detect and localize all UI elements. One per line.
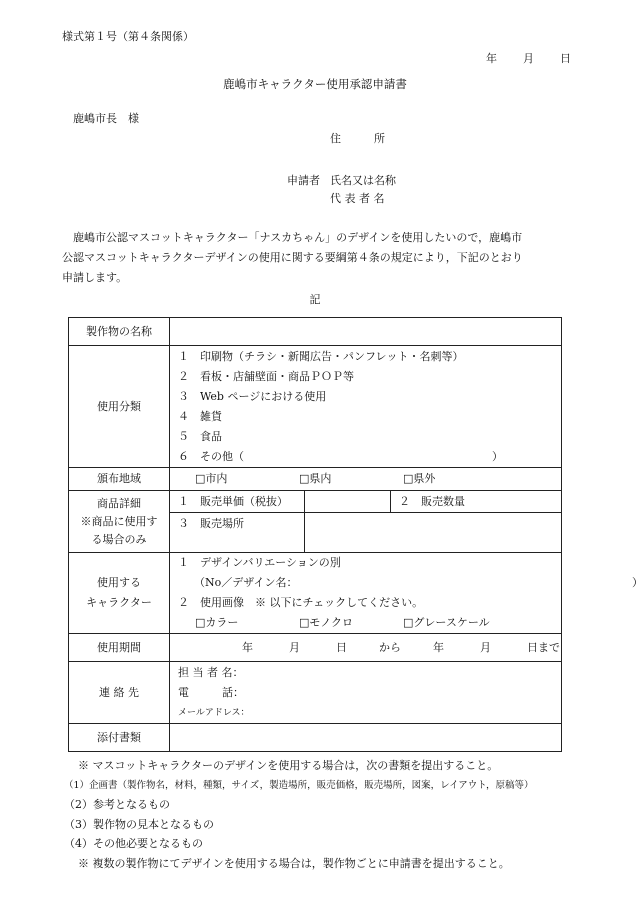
usage-item[interactable]: ３ Web ページにおける使用 [178,389,327,403]
usage-item[interactable]: １ 印刷物（チラシ・新聞広告・パンフレット・名刺等） [178,349,464,363]
body-paragraph [62,228,523,288]
form-number: 様式第１号（第４条関係） [62,30,194,43]
distribution-outside-checkbox[interactable]: □県外 [403,472,436,485]
date-line [486,50,571,66]
application-table [68,317,643,752]
usage-other-close: ） [492,449,503,463]
body-line: 公認マスコットキャラクターデザインの使用に関する要綱第４条の規定により，下記のとおり [62,251,523,264]
ki-heading: 記 [309,293,321,306]
note-item: （1）企画書（製作物名，材料，種類，サイズ，製造場所，販売価格，販売場所，図案，レイアウト，原稿等） [64,779,534,791]
applicant-prefix: 申請者 [287,174,320,187]
design-name-line[interactable]: （No／デザイン名： ） [170,573,561,593]
usage-item[interactable]: ２ 看板・店舗壁面・商品ＰＯＰ等 [178,369,354,383]
representative-label: 代 表 者 名 [330,192,385,205]
document-title: 鹿嶋市キャラクター使用承認申請書 [223,77,407,91]
row-product-detail-price [69,491,562,513]
note-item: （2）参考となるもの [64,798,170,811]
sales-place-label: ３ 販売場所 [170,513,305,553]
distribution-city-checkbox[interactable]: □市内 [195,472,228,485]
product-name-value[interactable] [170,318,562,346]
usage-options [170,346,562,468]
notes [66,756,533,873]
distribution-prefecture-checkbox[interactable]: □県内 [299,472,332,485]
body-line: 鹿嶋市公認マスコットキャラクター「ナスカちゃん」のデザインを使用したいので，鹿嶋市 [62,231,523,244]
period-value[interactable]: 年 月 日 から 年 月 日まで [170,634,562,662]
row-distribution [69,468,562,491]
row-attachments [69,724,562,752]
note-item: （4）その他必要となるもの [64,837,203,850]
addressee: 鹿嶋市長 様 [73,112,139,125]
date-month: 月 [523,52,534,65]
usage-item-other[interactable]: ６ その他（ ） [170,447,561,467]
row-character [69,553,562,634]
contact-person: 担 当 者 名： [178,665,244,679]
color-checkbox[interactable]: □カラー [195,616,239,629]
product-detail-label: 商品詳細 ※商品に使用す る場合のみ [69,491,170,553]
name-label: 氏名又は名称 [330,174,396,187]
attachments-value[interactable] [170,724,562,752]
note-item: （3）製作物の見本となるもの [64,817,214,831]
body-line: 申請します。 [62,271,128,284]
grayscale-checkbox[interactable]: □グレースケール [403,616,490,629]
date-year: 年 [486,52,497,65]
monochrome-checkbox[interactable]: □モノクロ [299,616,353,629]
character-details [170,553,643,634]
sales-place-value[interactable] [305,513,562,553]
product-name-label: 製作物の名称 [69,318,170,346]
date-day: 日 [560,52,571,65]
unit-price-value[interactable] [305,491,391,513]
design-variation-line: １ デザインバリエーションの別 [178,556,341,569]
distribution-label: 頒布地域 [69,468,170,491]
row-product-name [69,318,562,346]
sales-quantity-cell[interactable]: ２ 販売数量 [391,491,562,513]
contact-details[interactable] [170,662,562,724]
contact-label: 連 絡 先 [69,662,170,724]
contact-phone: 電 話： [178,685,244,699]
address-label: 住 所 [330,132,385,145]
row-usage [69,346,562,468]
attachments-label: 添付書類 [69,724,170,752]
contact-email: メールアドレス： [178,707,250,718]
distribution-options [170,468,562,491]
usage-item[interactable]: ５ 食品 [178,429,222,443]
row-period [69,634,562,662]
period-label: 使用期間 [69,634,170,662]
row-contact [69,662,562,724]
usage-item[interactable]: ４ 雑貨 [178,409,222,423]
note-main: ※ マスコットキャラクターのデザインを使用する場合は，次の書類を提出すること。 [78,759,499,772]
note-footer: ※ 複数の製作物にてデザインを使用する場合は，製作物ごとに申請書を提出すること。 [78,856,510,870]
design-name-close: ） [632,576,643,589]
character-label: 使用する キャラクター [69,553,170,634]
usage-label: 使用分類 [69,346,170,468]
image-type-line: ２ 使用画像 ※ 以下にチェックしてください。 [178,596,424,609]
unit-price-label: １ 販売単価（税抜） [170,491,305,513]
